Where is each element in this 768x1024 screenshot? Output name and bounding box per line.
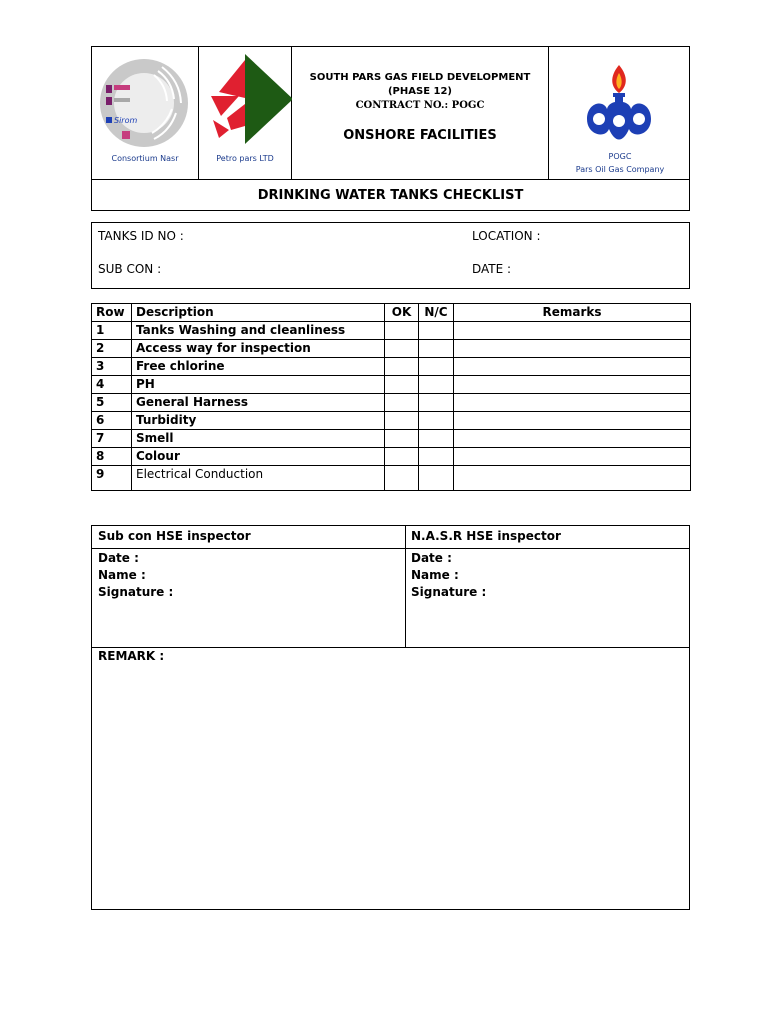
table-row — [92, 394, 691, 412]
row-description: Smell — [132, 430, 385, 448]
petropars-logo — [199, 52, 292, 152]
header-divider — [92, 548, 689, 549]
checklist-table — [91, 303, 691, 491]
ok-cell[interactable] — [385, 430, 419, 448]
nasr-name-label: Name : — [411, 568, 459, 582]
pogc-logo — [549, 47, 691, 147]
col-ok: OK — [385, 304, 419, 322]
ok-cell[interactable] — [385, 322, 419, 340]
row-number: 5 — [92, 394, 132, 412]
table-row — [92, 358, 691, 376]
subcon-name-label: Name : — [98, 568, 146, 582]
row-number: 4 — [92, 376, 132, 394]
row-description: Electrical Conduction — [132, 466, 385, 491]
nc-cell[interactable] — [419, 466, 454, 491]
row-number: 2 — [92, 340, 132, 358]
nc-cell[interactable] — [419, 394, 454, 412]
table-row — [92, 340, 691, 358]
date-label: DATE : — [472, 262, 512, 276]
ok-cell[interactable] — [385, 358, 419, 376]
table-row — [92, 430, 691, 448]
row-description: General Harness — [132, 394, 385, 412]
nc-cell[interactable] — [419, 358, 454, 376]
facility-title: ONSHORE FACILITIES — [343, 128, 497, 143]
ok-cell[interactable] — [385, 412, 419, 430]
ok-cell[interactable] — [385, 466, 419, 491]
table-row — [92, 322, 691, 340]
row-description: Free chlorine — [132, 358, 385, 376]
project-name: SOUTH PARS GAS FIELD DEVELOPMENT — [309, 72, 531, 83]
row-description: Colour — [132, 448, 385, 466]
project-phase: (PHASE 12) — [387, 86, 452, 97]
remarks-cell[interactable] — [454, 448, 691, 466]
remarks-cell[interactable] — [454, 394, 691, 412]
sub-con-label: SUB CON : — [98, 262, 162, 276]
column-divider — [405, 526, 406, 648]
table-row — [92, 466, 691, 491]
remarks-cell[interactable] — [454, 412, 691, 430]
ok-cell[interactable] — [385, 448, 419, 466]
nc-cell[interactable] — [419, 376, 454, 394]
remarks-cell[interactable] — [454, 466, 691, 491]
nc-cell[interactable] — [419, 448, 454, 466]
nc-cell[interactable] — [419, 430, 454, 448]
contract-number: CONTRACT NO.: POGC — [355, 100, 485, 111]
nasr-inspector-title: N.A.S.R HSE inspector — [411, 529, 561, 543]
remarks-cell[interactable] — [454, 358, 691, 376]
remark-divider — [92, 647, 689, 648]
inspection-signoff-box — [91, 525, 690, 910]
col-remarks: Remarks — [454, 304, 691, 322]
row-number: 1 — [92, 322, 132, 340]
consortium-nasr-caption: Consortium Nasr — [111, 154, 179, 163]
nc-cell[interactable] — [419, 340, 454, 358]
remarks-cell[interactable] — [454, 322, 691, 340]
nasr-signature-label: Signature : — [411, 585, 487, 599]
tanks-id-label: TANKS ID NO : — [98, 229, 184, 243]
nc-cell[interactable] — [419, 322, 454, 340]
table-row — [92, 376, 691, 394]
document-header — [91, 46, 690, 211]
remarks-cell[interactable] — [454, 376, 691, 394]
ok-cell[interactable] — [385, 376, 419, 394]
remarks-cell[interactable] — [454, 430, 691, 448]
col-row: Row — [92, 304, 132, 322]
petropars-caption: Petro pars LTD — [216, 154, 274, 163]
nc-cell[interactable] — [419, 412, 454, 430]
consortium-nasr-logo — [92, 51, 199, 161]
project-info-cell — [292, 47, 549, 179]
subcon-date-label: Date : — [98, 551, 139, 565]
checklist-header-row — [92, 304, 691, 322]
table-row — [92, 412, 691, 430]
row-number: 7 — [92, 430, 132, 448]
row-number: 3 — [92, 358, 132, 376]
row-number: 8 — [92, 448, 132, 466]
col-nc: N/C — [419, 304, 454, 322]
row-description: Turbidity — [132, 412, 385, 430]
ok-cell[interactable] — [385, 340, 419, 358]
row-number: 9 — [92, 466, 132, 491]
row-description: Tanks Washing and cleanliness — [132, 322, 385, 340]
consortium-nasr-logo-cell — [92, 47, 199, 179]
remarks-cell[interactable] — [454, 340, 691, 358]
row-description: Access way for inspection — [132, 340, 385, 358]
location-label: LOCATION : — [472, 229, 541, 243]
pogc-logo-cell — [549, 47, 691, 179]
subcon-inspector-title: Sub con HSE inspector — [98, 529, 251, 543]
pogc-full-name: Pars Oil Gas Company — [575, 165, 665, 174]
remark-label: REMARK : — [98, 649, 165, 663]
col-description: Description — [132, 304, 385, 322]
svg-text:Sirom: Sirom — [114, 116, 138, 125]
row-description: PH — [132, 376, 385, 394]
form-title: DRINKING WATER TANKS CHECKLIST — [257, 188, 524, 203]
row-number: 6 — [92, 412, 132, 430]
header-logos-row — [92, 47, 689, 180]
ok-cell[interactable] — [385, 394, 419, 412]
nasr-date-label: Date : — [411, 551, 452, 565]
subcon-signature-label: Signature : — [98, 585, 174, 599]
tank-info-box — [91, 222, 690, 289]
petropars-logo-cell — [199, 47, 292, 179]
table-row — [92, 448, 691, 466]
pogc-caption: POGC — [608, 152, 632, 161]
